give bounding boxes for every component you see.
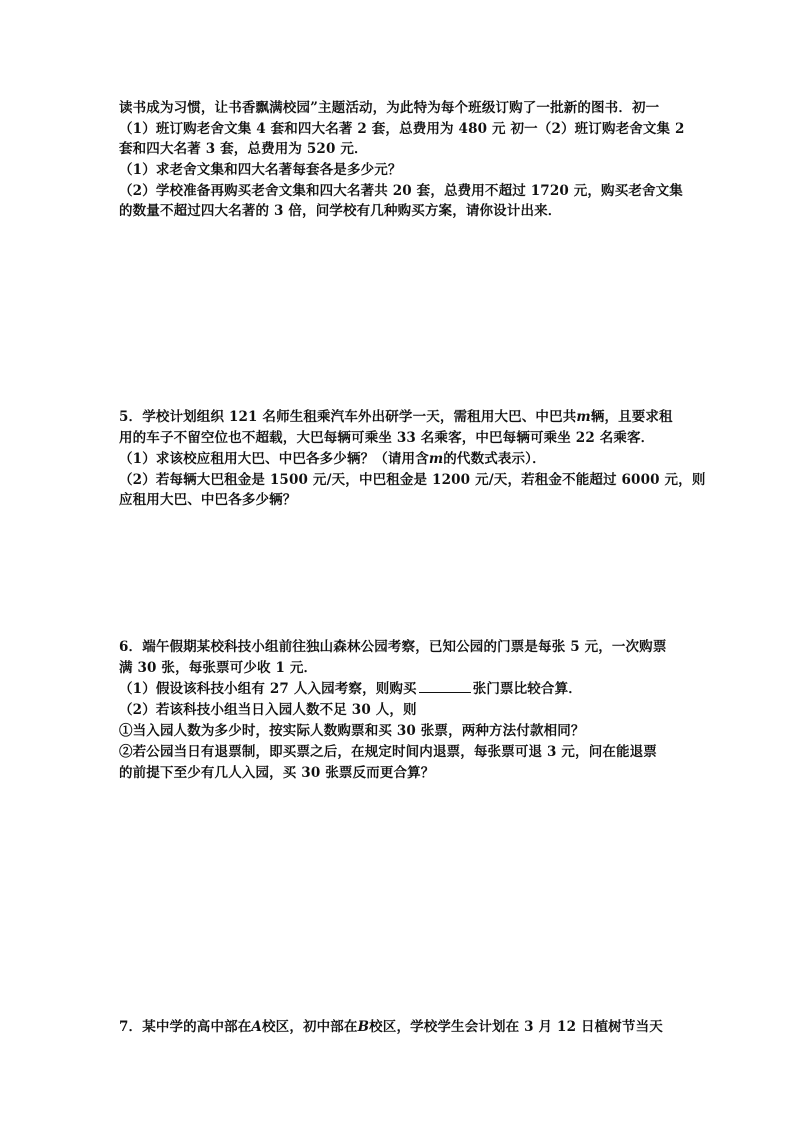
q6-line-2: 满 30 张，每张票可少收 1 元． [119,660,318,676]
q5-part-1-text-a: （1）求该校应租用大巴、中巴各多少辆？（请用含 [119,451,429,467]
q5-line-1-text-a: 5．学校计划组织 121 名师生租乘汽车外出研学一天，需租用大巴、中巴共 [119,409,577,425]
q5-part-1 [119,449,546,469]
q5-part-2-line-2: 应租用大巴、中巴各多少辆？ [119,492,297,508]
q4-part-2-line-2: 的数量不超过四大名著的 3 倍，问学校有几种购买方案，请你设计出来． [119,203,562,219]
q7-line-1 [119,1017,663,1037]
q5-part-1-var-m: m [428,451,444,467]
q7-line-1-text-c: 校区，学校学生会计划在 3 月 12 日植树节当天 [369,1019,663,1035]
q6-part-2: （2）若该科技小组当日入园人数不足 30 人，则 [119,702,417,718]
q6-line-1: 6．端午假期某校科技小组前往独山森林公园考察，已知公园的门票是每张 5 元，一次购票 [119,639,667,655]
q6-answer-blank[interactable] [419,679,471,693]
q5-line-2: 用的车子不留空位也不超载，大巴每辆可乘坐 33 名乘客，中巴每辆可乘坐 22 名乘客． [119,430,655,446]
q6-sub-2-line-1: ②若公园当日有退票制，即买票之后，在规定时间内退票，每张票可退 3 元，问在能退票 [119,744,657,760]
q4-line-3: 套和四大名著 3 套，总费用为 520 元． [119,141,368,157]
q7-line-1-text-a: 7．某中学的高中部在 [119,1019,252,1035]
q6-part-1 [119,679,582,699]
q7-var-b: B [357,1019,370,1035]
q5-part-2-line-1: （2）若每辆大巴租金是 1500 元/天，中巴租金是 1200 元/天，若租金不能超过 6000 元，则 [119,472,706,488]
q5-part-1-text-b: 的代数式表示）． [443,451,546,467]
q5-line-1 [119,407,673,427]
q6-part-1-text-b: 张门票比较合算． [472,681,582,697]
q6-part-1-text-a: （1）假设该科技小组有 27 人入园考察，则购买 [119,681,417,697]
q5-var-m: m [576,409,591,425]
q7-var-a: A [251,1019,263,1035]
q7-line-1-text-b: 校区，初中部在 [262,1019,358,1035]
q4-part-1: （1）求老舍文集和四大名著每套各是多少元？ [119,162,402,178]
q6-sub-1: ①当入园人数为多少时，按实际人数购票和买 30 张票，两种方法付款相同？ [119,723,585,739]
q4-line-1: 读书成为习惯，让书香飘满校园”主题活动，为此特为每个班级订购了一批新的图书．初一 [119,100,660,116]
q4-line-2: （1）班订购老舍文集 4 套和四大名著 2 套，总费用为 480 元 初一（2）班订购老舍文集 2 [119,121,685,137]
q5-line-1-text-b: 辆，且要求租 [590,409,673,425]
q6-sub-2-line-2: 的前提下至少有几人入园，买 30 张票反而更合算？ [119,765,435,781]
q4-part-2-line-1: （2）学校准备再购买老舍文集和四大名著共 20 套，总费用不超过 1720 元，购买老舍文集 [119,183,683,199]
